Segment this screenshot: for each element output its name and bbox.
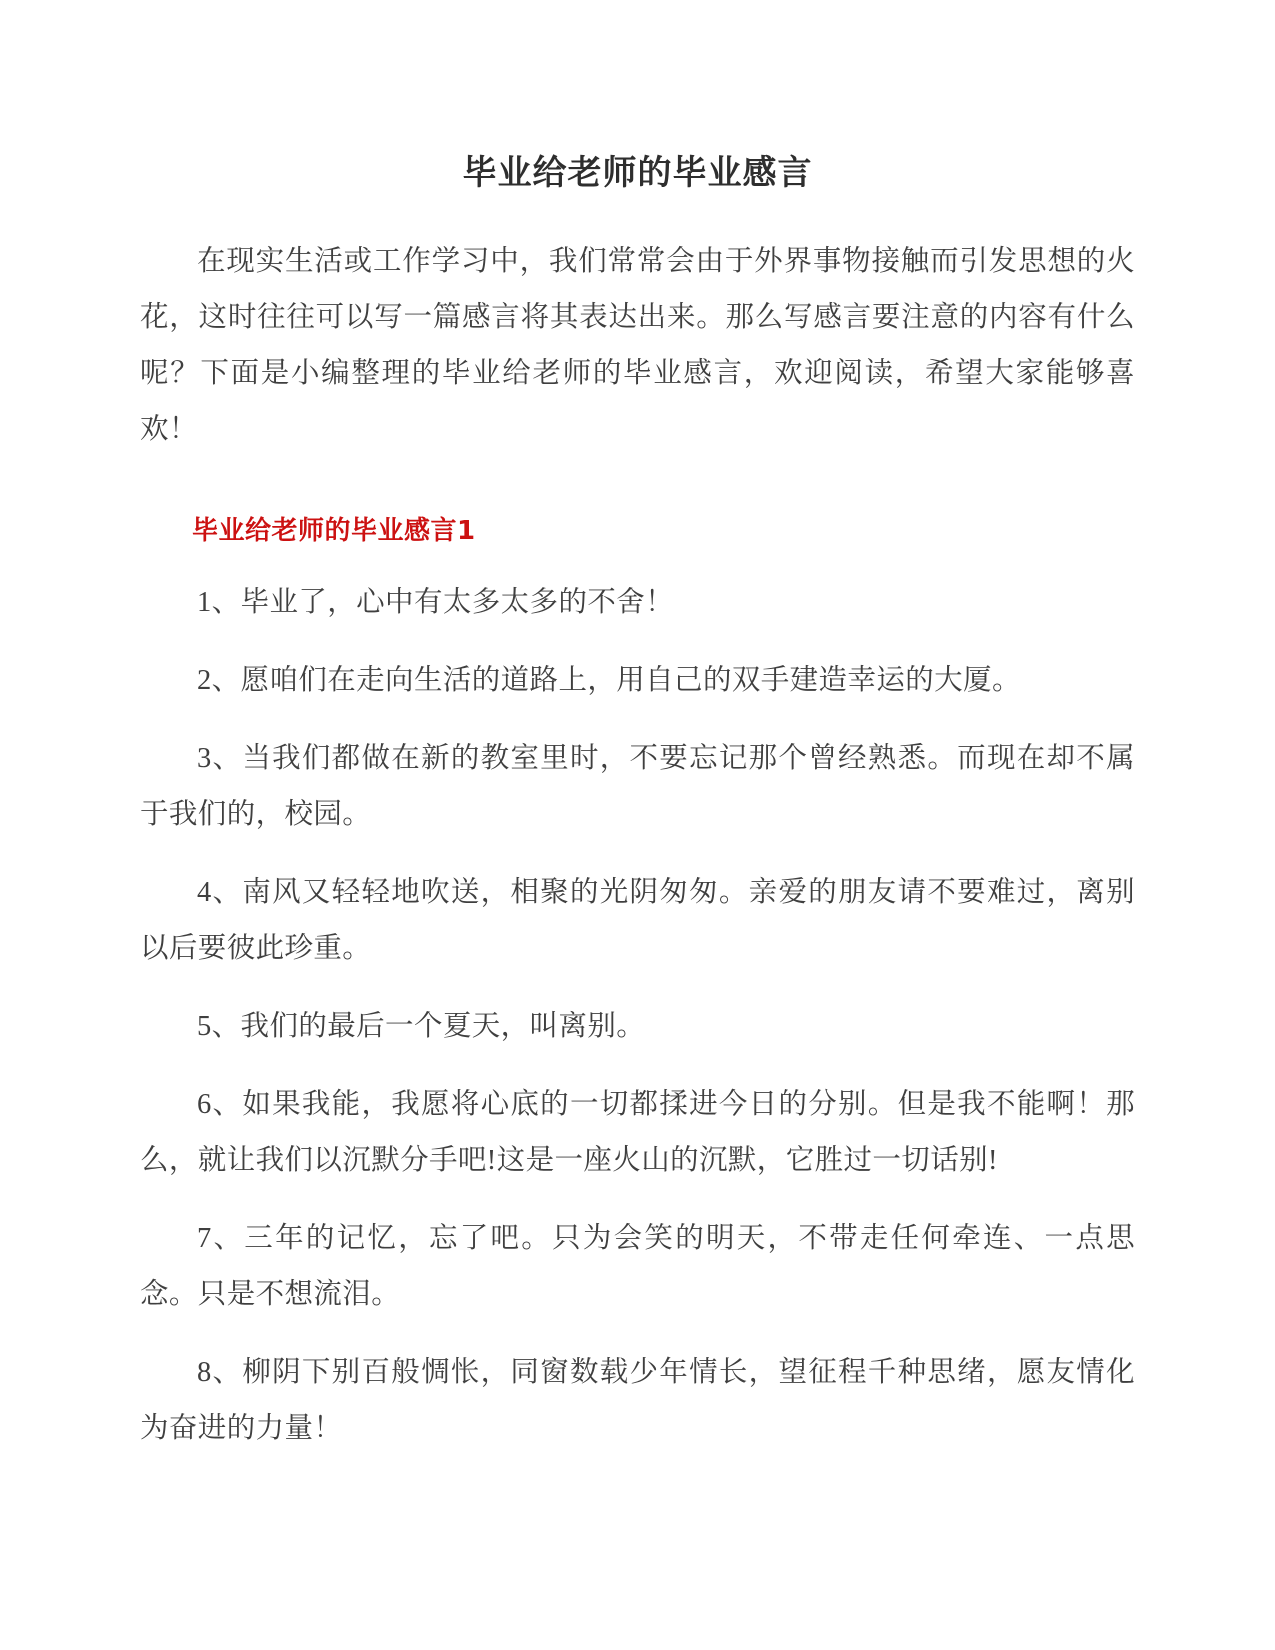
list-item: 1、毕业了，心中有太多太多的不舍！ [197,586,675,618]
page-title: 毕业给老师的毕业感言 [462,153,813,193]
intro-paragraph: 在现实生活或工作学习中，我们常常会由于外界事物接触而引发思想的火花，这时往往可以写一篇感言将其表达出来。那么写感言要注意的内容有什么呢？下面是小编整理的毕业给老师的毕业感言，欢迎阅读，希望大家能够喜欢！ [140,245,1135,445]
list-item: 4、南风又轻轻地吹送，相聚的光阴匆匆。亲爱的朋友请不要难过，离别以后要彼此珍重。 [140,876,1135,964]
list-item: 2、愿咱们在走向生活的道路上，用自己的双手建造幸运的大厦。 [197,664,1021,696]
graduation-message-list [140,553,1135,1457]
list-item: 6、如果我能，我愿将心底的一切都揉进今日的分别。但是我不能啊！那么，就让我们以沉默分手吧!这是一座火山的沉默，它胜过一切话别! [140,1088,1135,1176]
list-item: 5、我们的最后一个夏天，叫离别。 [197,1010,646,1042]
section-heading: 毕业给老师的毕业感言1 [192,515,476,546]
list-item: 3、当我们都做在新的教室里时，不要忘记那个曾经熟悉。而现在却不属于我们的，校园。 [140,742,1135,830]
list-item: 7、三年的记忆，忘了吧。只为会笑的明天，不带走任何牵连、一点思念。只是不想流泪。 [140,1222,1135,1310]
list-item: 8、柳阴下别百般惆怅，同窗数载少年情长，望征程千种思绪，愿友情化为奋进的力量！ [140,1356,1135,1444]
